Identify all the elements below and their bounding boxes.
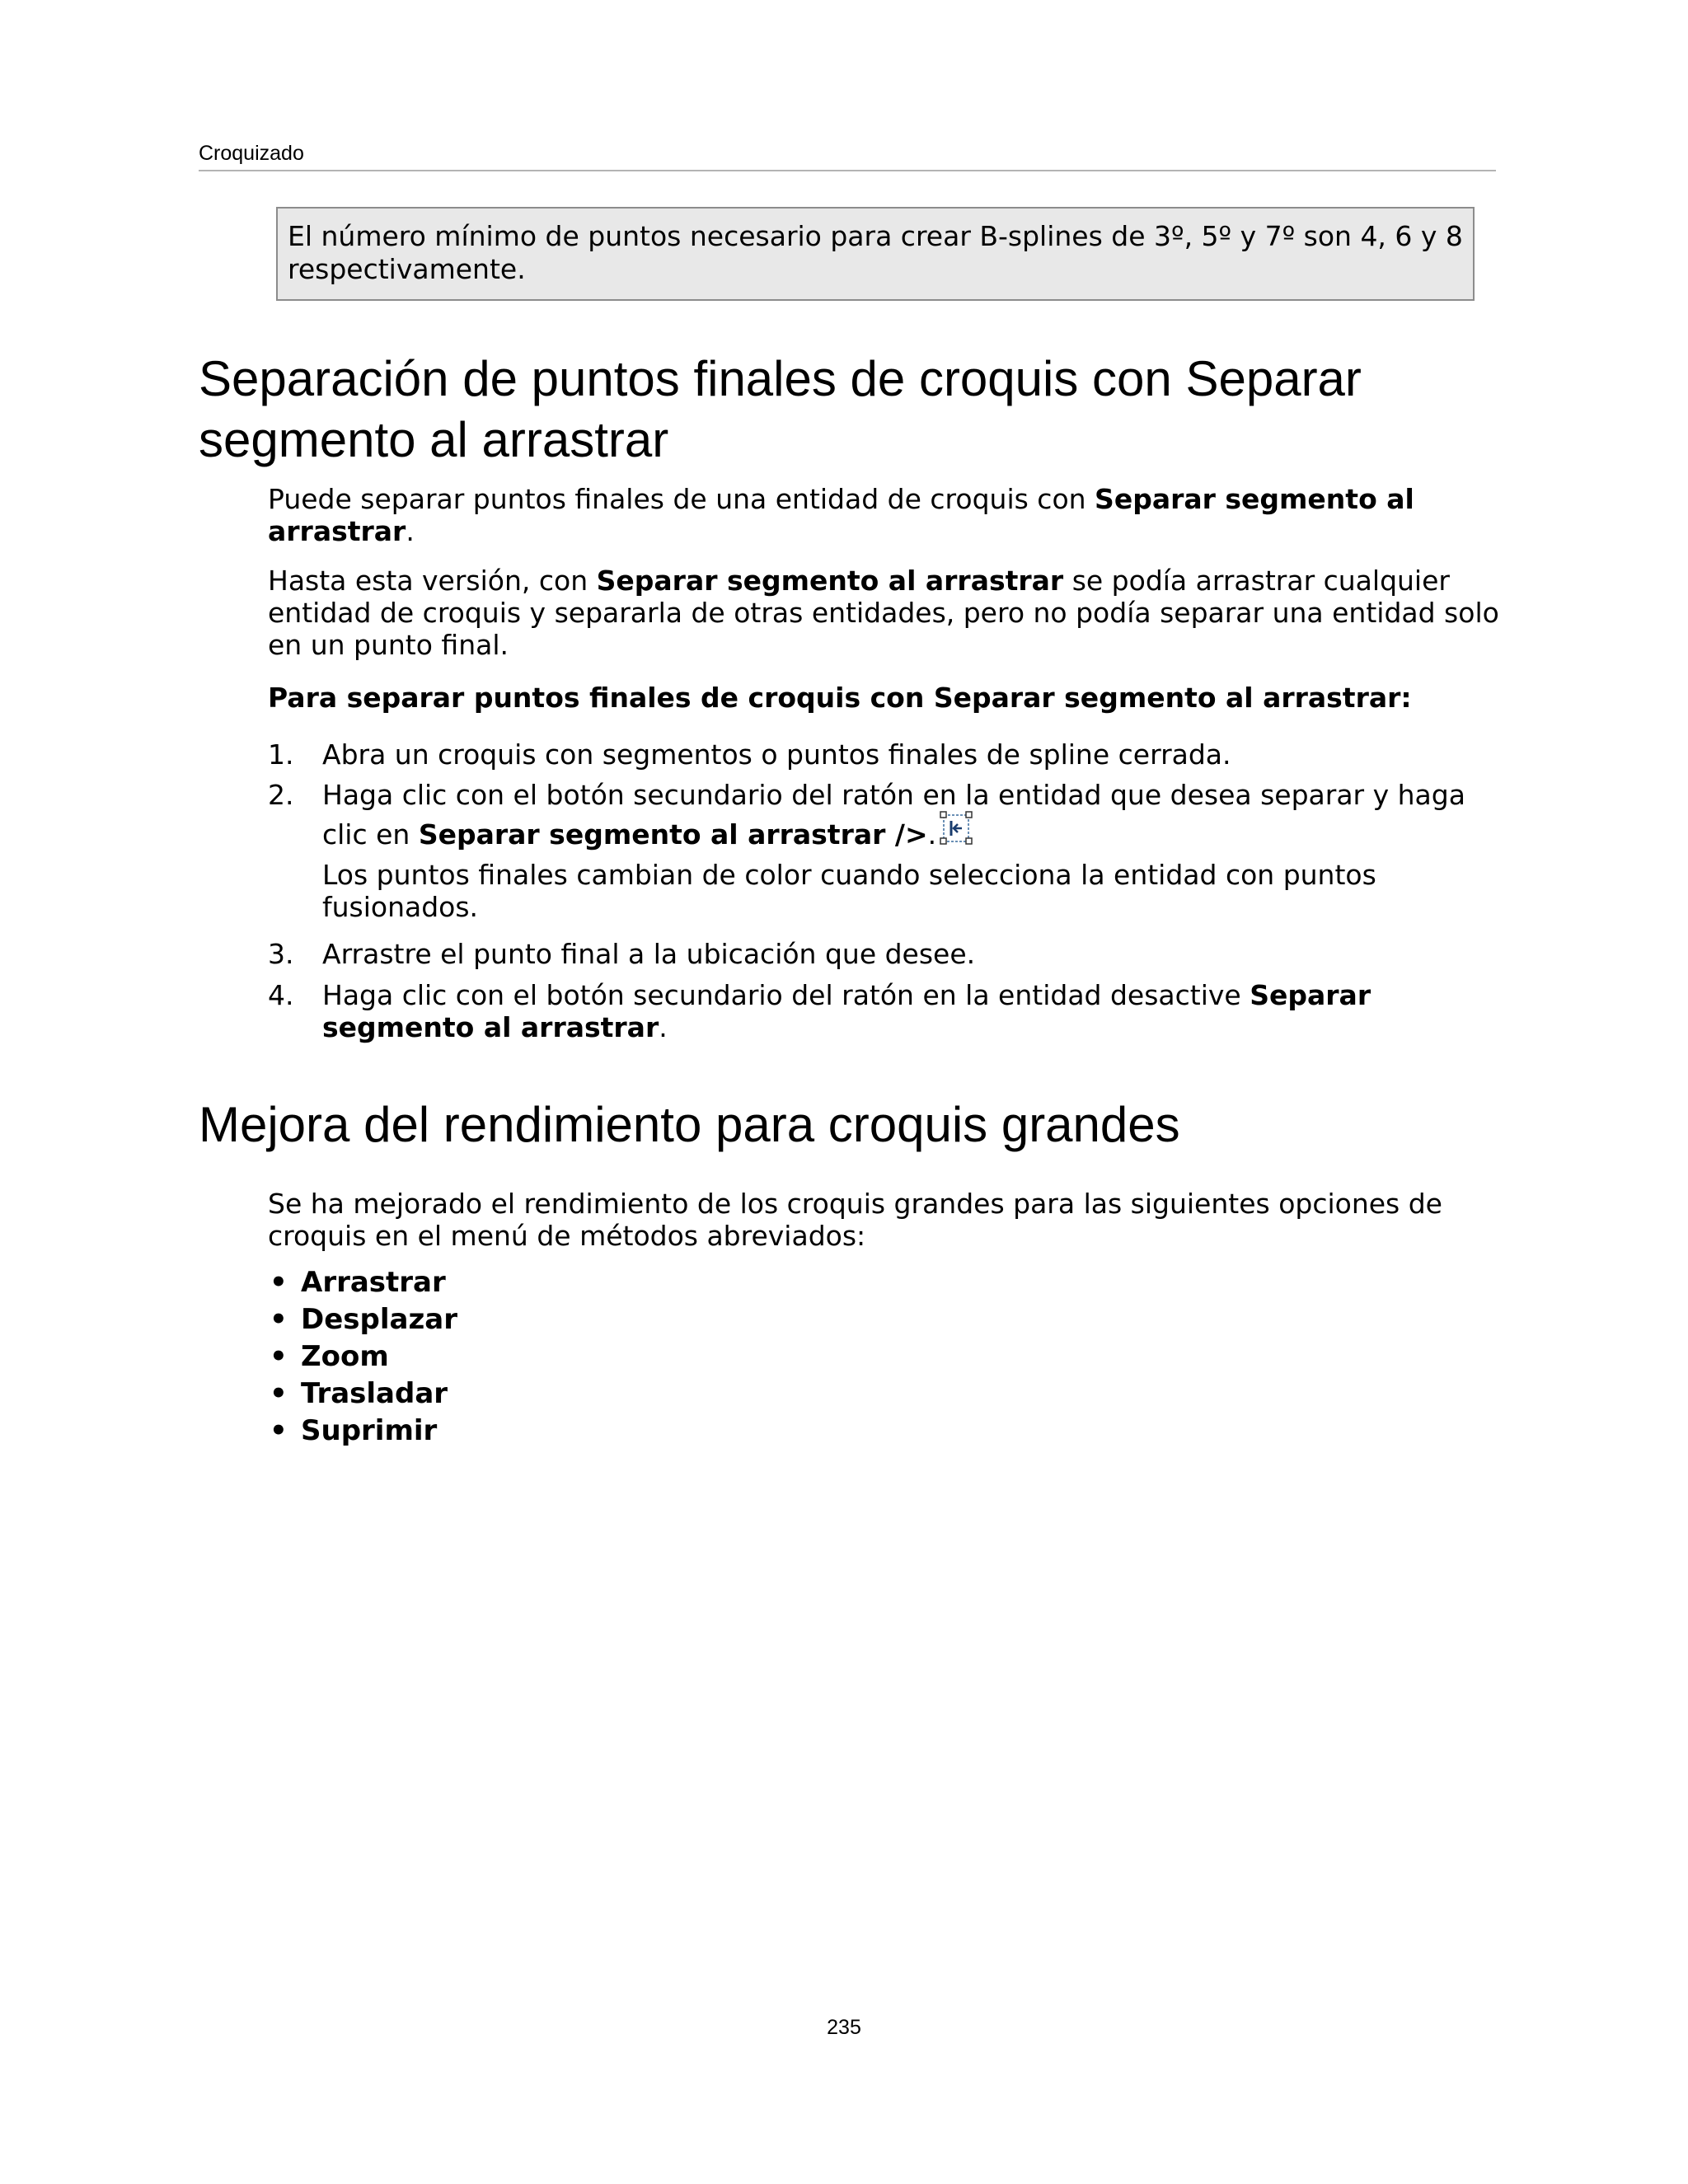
- paragraph-intro: Puede separar puntos finales de una entidad de croquis con Separar segmento al arrastrar.: [268, 483, 1414, 547]
- list-item: • Trasladar: [270, 1377, 448, 1410]
- page-number: 235: [827, 2016, 861, 2039]
- list-item: 1. Abra un croquis con segmentos o puntos finales de spline cerrada.: [268, 738, 1231, 771]
- list-item: 3. Arrastre el punto final a la ubicación que desee.: [268, 938, 976, 970]
- running-header: Croquizado: [199, 140, 1496, 171]
- list-item: • Arrastrar: [270, 1266, 446, 1299]
- procedure-title: Para separar puntos finales de croquis con Separar segmento al arrastrar:: [268, 682, 1412, 714]
- section-title-rendimiento: Mejora del rendimiento para croquis grandes: [199, 1097, 1180, 1152]
- list-item: 2. Haga clic con el botón secundario del ratón en la entidad que desea separar y haga clic en Separar segmento al arrastrar />. Los puntos finales cambian de color cuando selecciona la entidad con puntos fusionados.: [268, 779, 1465, 923]
- list-item: • Zoom: [270, 1340, 389, 1373]
- list-item: 4. Haga clic con el botón secundario del ratón en la entidad desactive Separar segmento al arrastrar.: [268, 979, 1372, 1043]
- paragraph-performance: Se ha mejorado el rendimiento de los croquis grandes para las siguientes opciones de croquis en el menú de métodos abreviados:: [268, 1188, 1442, 1252]
- note-box: El número mínimo de puntos necesario para crear B-splines de 3º, 5º y 7º son 4, 6 y 8 respectivamente.: [276, 207, 1475, 301]
- paragraph-history: Hasta esta versión, con Separar segmento al arrastrar se podía arrastrar cualquier entidad de croquis y separarla de otras entidades, pero no podía separar una entidad solo en un punto final.: [268, 565, 1499, 661]
- section-title-separar: Separación de puntos finales de croquis con Separar segmento al arrastrar: [199, 351, 1362, 467]
- list-item: • Desplazar: [270, 1303, 457, 1336]
- options-list: [268, 1264, 457, 1450]
- steps-list: [268, 738, 1504, 1043]
- detach-segment-icon: [940, 811, 976, 852]
- list-item: • Suprimir: [270, 1414, 438, 1447]
